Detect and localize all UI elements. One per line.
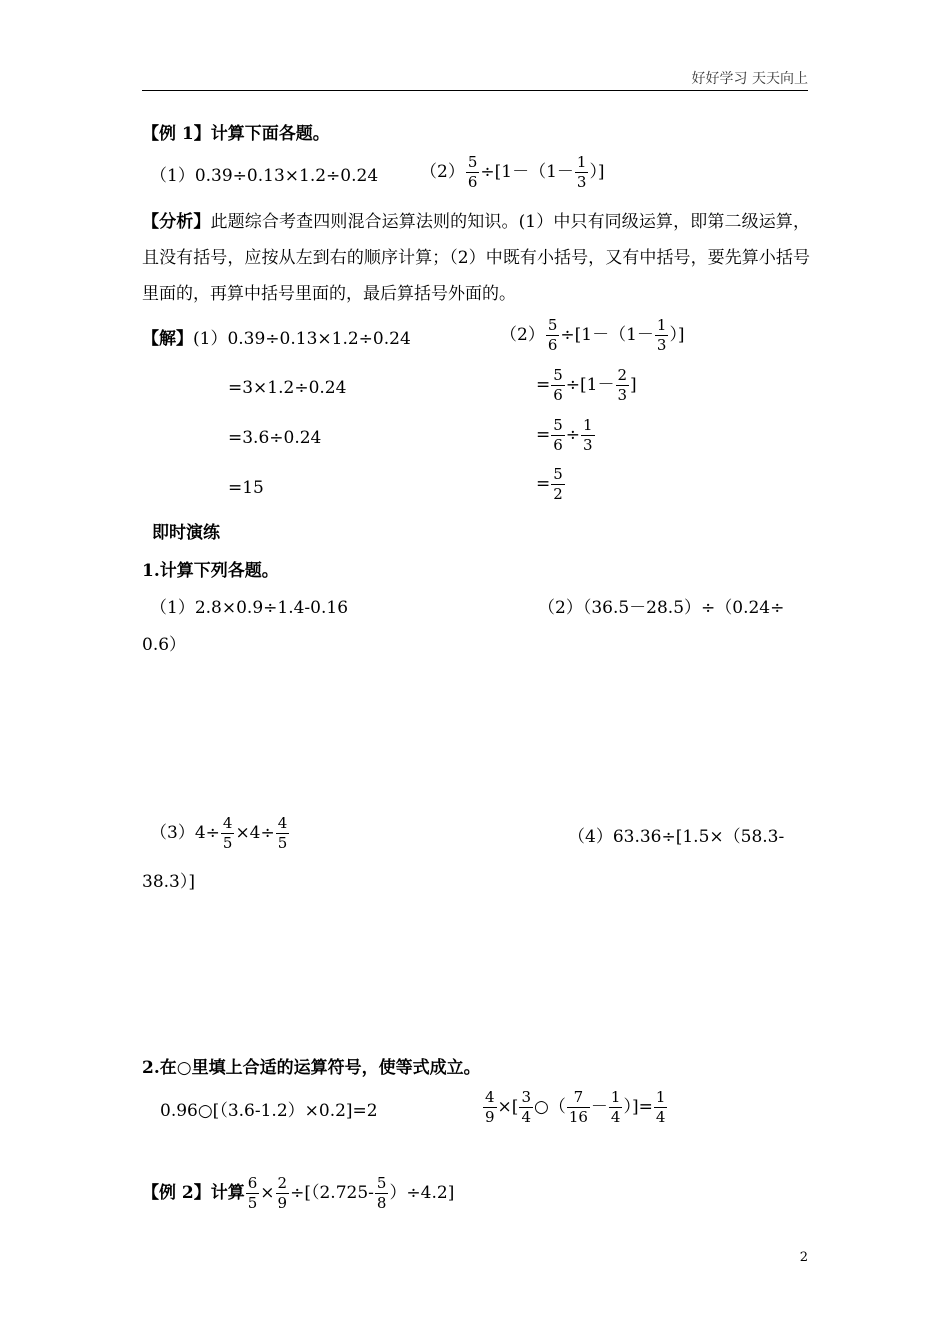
example1-title: 【例 1】计算下面各题。 <box>142 124 330 144</box>
fraction: $\frac{6}{5}$ <box>247 1174 258 1212</box>
fraction: $\frac{4}{9}$ <box>485 1088 495 1126</box>
example1-q1: （1）0.39÷0.13×1.2÷0.24 <box>150 166 379 186</box>
solution-s2-line3: = $\frac{5}{6}$ ÷ $\frac{1}{3}$ <box>536 416 593 454</box>
fraction: $\frac{2}{9}$ <box>277 1174 288 1212</box>
practice2-eq2: $\frac{4}{9}$ ×[ $\frac{3}{4}$ ○（ $\frac{7}{16}$ － $\frac{1}{4}$ ）]= $\frac{1}{4}$ <box>485 1088 666 1126</box>
page-number: 2 <box>799 1250 808 1265</box>
analysis-text: 此题综合考查四则混合运算法则的知识。(1）中只有同级运算，即第二级运算，且没有括号，应按从左到右的顺序计算；（2）中既有小括号，又有中括号，要先算小括号里面的，再算中括号里面的，最后算括号外面的。 <box>142 212 810 304</box>
analysis-label: 【分析】 <box>142 212 211 232</box>
fraction: $\frac{1}{4}$ <box>655 1088 666 1126</box>
fraction: $\frac{1}{3}$ <box>576 153 587 191</box>
practice-title: 即时演练 <box>152 523 220 543</box>
solution-s2-line2: = $\frac{5}{6}$ ÷[1－ $\frac{2}{3}$ ] <box>536 366 637 404</box>
practice1-q2a: （2）（36.5－28.5）÷（0.24÷ <box>538 598 785 618</box>
fraction: $\frac{5}{6}$ <box>467 153 478 191</box>
example2-label: 【例 2】计算 <box>142 1183 245 1203</box>
practice1-q3: （3）4÷ $\frac{4}{5}$ ×4÷ $\frac{4}{5}$ <box>150 814 288 852</box>
fraction: $\frac{4}{5}$ <box>222 814 233 852</box>
fraction: $\frac{1}{4}$ <box>610 1088 621 1126</box>
solution-s1-line3: =3.6÷0.24 <box>228 428 322 448</box>
solution-s2-line1: （2） $\frac{5}{6}$ ÷[1－（1－ $\frac{1}{3}$ ）] <box>500 316 685 354</box>
practice2-eq1: 0.96○[（3.6-1.2）×0.2]=2 <box>160 1101 378 1121</box>
fraction: $\frac{5}{6}$ <box>553 416 563 454</box>
example2: 【例 2】计算 $\frac{6}{5}$ × $\frac{2}{9}$ ÷[（2.725- $\frac{5}{8}$ ）÷4.2] <box>142 1174 455 1212</box>
solution-s2-line4: = $\frac{5}{2}$ <box>536 465 563 503</box>
fraction: $\frac{3}{4}$ <box>521 1088 531 1126</box>
fraction: $\frac{5}{8}$ <box>376 1174 387 1212</box>
solution-s1-line4: =15 <box>228 478 264 498</box>
practice1-q1: （1）2.8×0.9÷1.4-0.16 <box>150 598 349 618</box>
analysis-paragraph <box>142 204 810 312</box>
fraction: $\frac{7}{16}$ <box>568 1088 588 1126</box>
fraction: $\frac{5}{6}$ <box>547 316 558 354</box>
practice2-title: 2.在○里填上合适的运算符号，使等式成立。 <box>142 1058 481 1078</box>
fraction: $\frac{2}{3}$ <box>617 366 628 404</box>
fraction: $\frac{5}{6}$ <box>553 366 563 404</box>
fraction: $\frac{4}{5}$ <box>277 814 288 852</box>
practice1-q4a: （4）63.36÷[1.5×（58.3- <box>568 827 785 847</box>
practice1-q2b: 0.6） <box>142 635 187 655</box>
fraction: $\frac{1}{3}$ <box>583 416 593 454</box>
header-rule <box>142 90 808 91</box>
fraction: $\frac{5}{2}$ <box>553 465 563 503</box>
example1-q2: （2） $\frac{5}{6}$ ÷[1－（1－ $\frac{1}{3}$ ）] <box>420 153 605 191</box>
q2-label: （2） <box>420 162 465 182</box>
solution-line1: 【解】(1）0.39÷0.13×1.2÷0.24 <box>142 329 411 349</box>
practice1-title: 1.计算下列各题。 <box>142 561 279 581</box>
solution-s1-line2: =3×1.2÷0.24 <box>228 378 347 398</box>
fraction: $\frac{1}{3}$ <box>656 316 667 354</box>
solution-label: 【解】 <box>142 329 193 349</box>
header-text: 好好学习 天天向上 <box>691 71 808 87</box>
practice1-q4b: 38.3）] <box>142 872 195 892</box>
